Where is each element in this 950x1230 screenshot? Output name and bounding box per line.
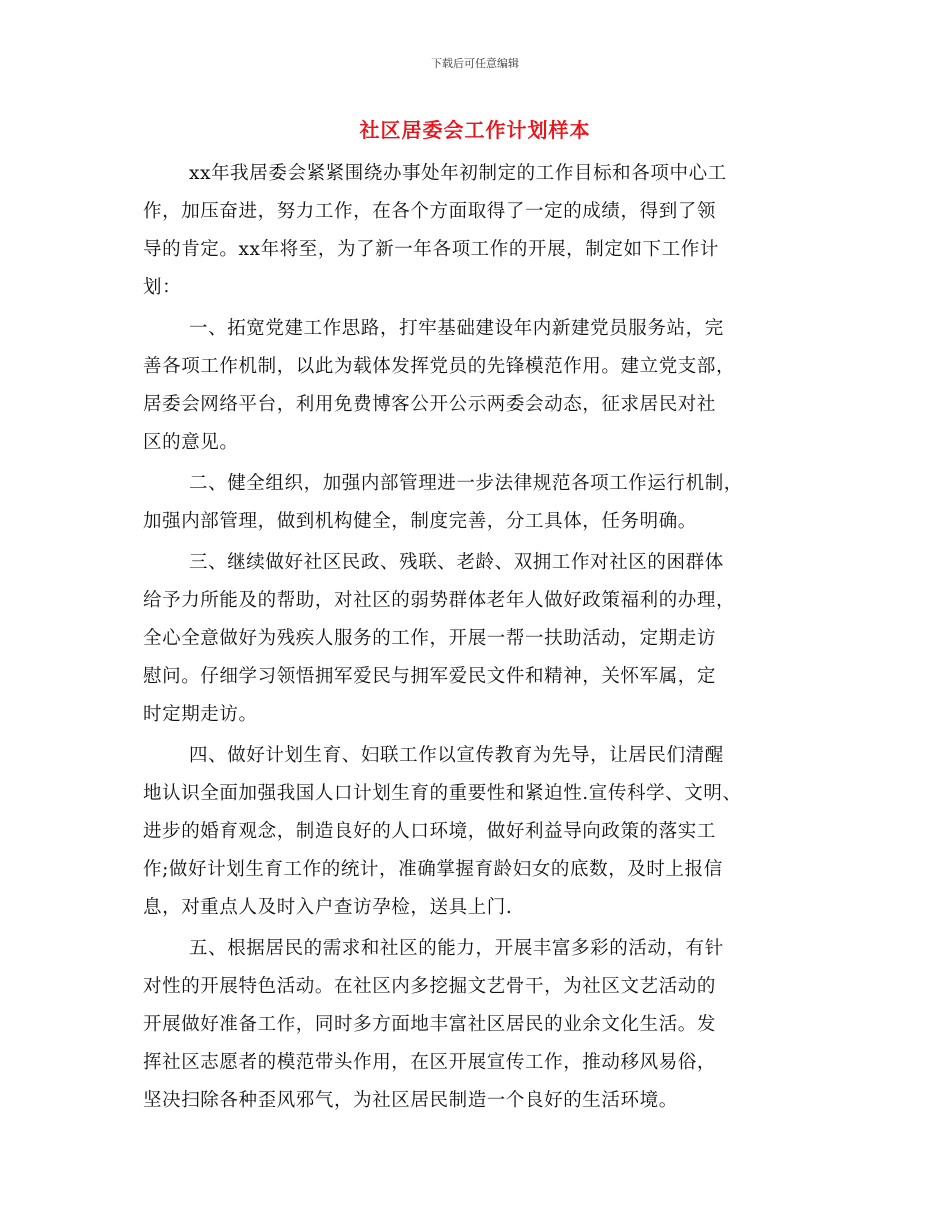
paragraph-line: 五、根据居民的需求和社区的能力，开展丰富多彩的活动，有针 — [189, 938, 724, 959]
document-title: 社区居委会工作计划样本 — [359, 118, 591, 142]
paragraph-line: 导的肯定。xx年将至，为了新一年各项工作的开展，制定如下工作计 — [143, 239, 719, 260]
paragraph-line: 一、拓宽党建工作思路，打牢基础建设年内新建党员服务站，完 — [189, 318, 724, 339]
paragraph — [143, 155, 818, 307]
paragraph — [143, 544, 818, 734]
paragraph-line: 时定期走访。 — [143, 704, 258, 725]
document-body — [143, 155, 818, 1123]
paragraph-line: 慰问。仔细学习领悟拥军爱民与拥军爱民文件和精神，关怀军属，定 — [143, 666, 717, 687]
paragraph — [143, 737, 818, 927]
paragraph — [143, 310, 818, 462]
paragraph-line: 划： — [143, 277, 182, 298]
header-note: 下载后可任意编辑 — [431, 57, 519, 70]
paragraph-line: 作，加压奋进，努力工作，在各个方面取得了一定的成绩，得到了领 — [143, 201, 717, 222]
paragraph-line: 四、做好计划生育、妇联工作以宣传教育为先导，让居民们清醒 — [189, 745, 724, 766]
paragraph-line: 地认识全面加强我国人口计划生育的重要性和紧迫性.宣传科学、文明、 — [143, 783, 742, 804]
paragraph-line: 息，对重点人及时入户查访孕检，送具上门. — [143, 897, 513, 918]
paragraph-line: 开展做好准备工作，同时多方面地丰富社区居民的业余文化生活。发 — [143, 1014, 717, 1035]
paragraph-line: 坚决扫除各种歪风邪气，为社区居民制造一个良好的生活环境。 — [143, 1090, 678, 1111]
paragraph-line: 区的意见。 — [143, 432, 239, 453]
paragraph-line: 居委会网络平台，利用免费博客公开公示两委会动态，征求居民对社 — [143, 394, 717, 415]
paragraph-line: xx年我居委会紧紧围绕办事处年初制定的工作目标和各项中心工 — [189, 163, 727, 184]
paragraph-line: 作;做好计划生育工作的统计，准确掌握育龄妇女的底数，及时上报信 — [143, 859, 723, 880]
paragraph-line: 二、健全组织，加强内部管理进一步法律规范各项工作运行机制， — [189, 473, 743, 494]
paragraph — [143, 930, 818, 1120]
paragraph-line: 给予力所能及的帮助，对社区的弱势群体老年人做好政策福利的办理， — [143, 590, 736, 611]
paragraph-line: 全心全意做好为残疾人服务的工作，开展一帮一扶助活动，定期走访 — [143, 628, 717, 649]
paragraph-line: 三、继续做好社区民政、残联、老龄、双拥工作对社区的困群体 — [189, 552, 724, 573]
paragraph-line: 善各项工作机制，以此为载体发挥党员的先锋模范作用。建立党支部， — [143, 356, 736, 377]
paragraph-line: 挥社区志愿者的模范带头作用，在区开展宣传工作，推动移风易俗， — [143, 1052, 717, 1073]
paragraph-line: 对性的开展特色活动。在社区内多挖掘文艺骨干，为社区文艺活动的 — [143, 976, 717, 997]
paragraph-line: 加强内部管理，做到机构健全，制度完善，分工具体，任务明确。 — [143, 511, 697, 532]
paragraph-line: 进步的婚育观念，制造良好的人口环境，做好利益导向政策的落实工 — [143, 821, 717, 842]
paragraph — [143, 465, 818, 541]
